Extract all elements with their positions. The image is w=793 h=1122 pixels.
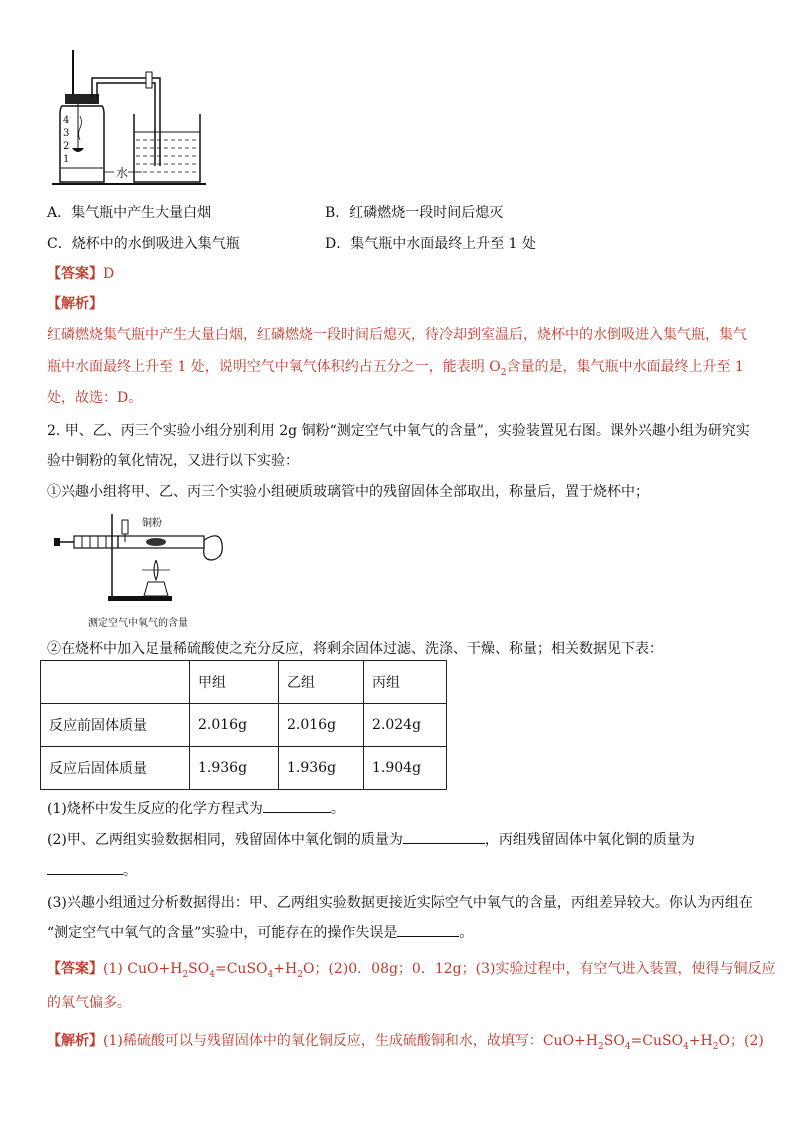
answer-blank — [403, 829, 485, 844]
table-header-cell — [41, 661, 190, 704]
q2-sub2-cont: 。 — [47, 860, 137, 880]
equation: $CuO+H_2SO_4=CuSO_4+H_2O$ — [127, 961, 315, 980]
q2-stem-line1: 2. 甲、乙、丙三个实验小组分别利用 2g 铜粉“测定空气中氧气的含量”，实验装置见右图。课外兴趣小组为研究实 — [47, 423, 750, 439]
table-cell: 1.904g — [364, 747, 447, 790]
q1-answer: 【答案】D — [47, 266, 115, 282]
q2-answer-line1: 【答案】(1) $CuO+H_2SO_4=CuSO_4+H_2O$；(2)0．08g；0．12g；(3)实验过程中，有空气进入装置，使得与铜反应 — [47, 961, 776, 980]
water-label: 水 — [116, 166, 129, 180]
q2-stem-line2: 验中铜粉的氧化情况，又进行以下实验： — [47, 453, 299, 469]
table-cell: 反应前固体质量 — [41, 704, 190, 747]
table-header-row — [41, 661, 447, 704]
fig1-apparatus — [50, 48, 210, 190]
equation: $CuO+H_2SO_4=CuSO_4+H_2O$ — [542, 1033, 730, 1052]
table-cell: 1.936g — [190, 747, 279, 790]
table-row — [41, 704, 447, 747]
bottle-mark-1: 1 — [63, 154, 70, 165]
q1-option-d: D．集气瓶中水面最终上升至 1 处 — [325, 236, 537, 252]
q2-data-table — [40, 660, 447, 790]
table-header-cell: 丙组 — [364, 661, 447, 704]
q1-analysis-line2: 瓶中水面最终上升至 1 处，说明空气中氧气体积约占五分之一，能表明 $O_2$含量的是，集气瓶中水面最终上升至 1 — [47, 359, 744, 378]
table-header-cell: 甲组 — [190, 661, 279, 704]
bottle-mark-3: 3 — [63, 128, 70, 139]
q1-option-a: A．集气瓶中产生大量白烟 — [47, 205, 212, 221]
q2-sub3-line2: “测定空气中氧气的含量”实验中，可能存在的操作失误是 。 — [47, 922, 473, 942]
table-cell: 2.016g — [279, 704, 364, 747]
q1-analysis-line3: 处，故选：D。 — [47, 390, 143, 406]
table-header-cell: 乙组 — [279, 661, 364, 704]
q2-step1: ①兴趣小组将甲、乙、丙三个实验小组硬质玻璃管中的残留固体全部取出，称量后，置于烧杯中； — [47, 484, 649, 500]
q1-analysis-line1: 红磷燃烧集气瓶中产生大量白烟，红磷燃烧一段时间后熄灭，待冷却到室温后，烧杯中的水倒吸进入集气瓶，集气 — [47, 327, 747, 343]
answer-blank — [397, 922, 459, 937]
table-row — [41, 747, 447, 790]
q2-answer-line2: 的氧气偏多。 — [47, 995, 131, 1011]
copper-powder-label: 铜粉 — [142, 518, 162, 529]
q1-option-b: B．红磷燃烧一段时间后熄灭 — [325, 205, 504, 221]
table-cell: 反应后固体质量 — [41, 747, 190, 790]
q2-sub1: (1)烧杯中发生反应的化学方程式为 。 — [47, 798, 345, 818]
q2-analysis-line1: 【解析】(1)稀硫酸可以与残留固体中的氧化铜反应，生成硫酸铜和水，故填写：$CuO+H_2SO_4=CuSO_4+H_2O$；(2) — [47, 1033, 764, 1052]
table-cell: 2.024g — [364, 704, 447, 747]
answer-blank — [47, 860, 123, 875]
answer-blank — [263, 798, 331, 813]
table-cell: 1.936g — [279, 747, 364, 790]
q2-sub2: (2)甲、乙两组实验数据相同，残留固体中氧化铜的质量为 ，丙组残留固体中氧化铜的质量为 — [47, 829, 695, 849]
q1-option-c: C．烧杯中的水倒吸进入集气瓶 — [47, 236, 240, 252]
table-cell: 2.016g — [190, 704, 279, 747]
bottle-mark-4: 4 — [63, 115, 70, 126]
q2-step2: ②在烧杯中加入足量稀硫酸使之充分反应，将剩余固体过滤、洗涤、干燥、称量；相关数据见下表： — [47, 641, 663, 657]
bottle-mark-2: 2 — [63, 141, 70, 152]
fig2-caption: 测定空气中氧气的含量 — [88, 618, 188, 629]
q2-sub3-line1: (3)兴趣小组通过分析数据得出：甲、乙两组实验数据更接近实际空气中氧气的含量，丙组差异较大。你认为丙组在 — [47, 895, 753, 911]
q1-analysis-tag: 【解析】 — [47, 296, 103, 312]
